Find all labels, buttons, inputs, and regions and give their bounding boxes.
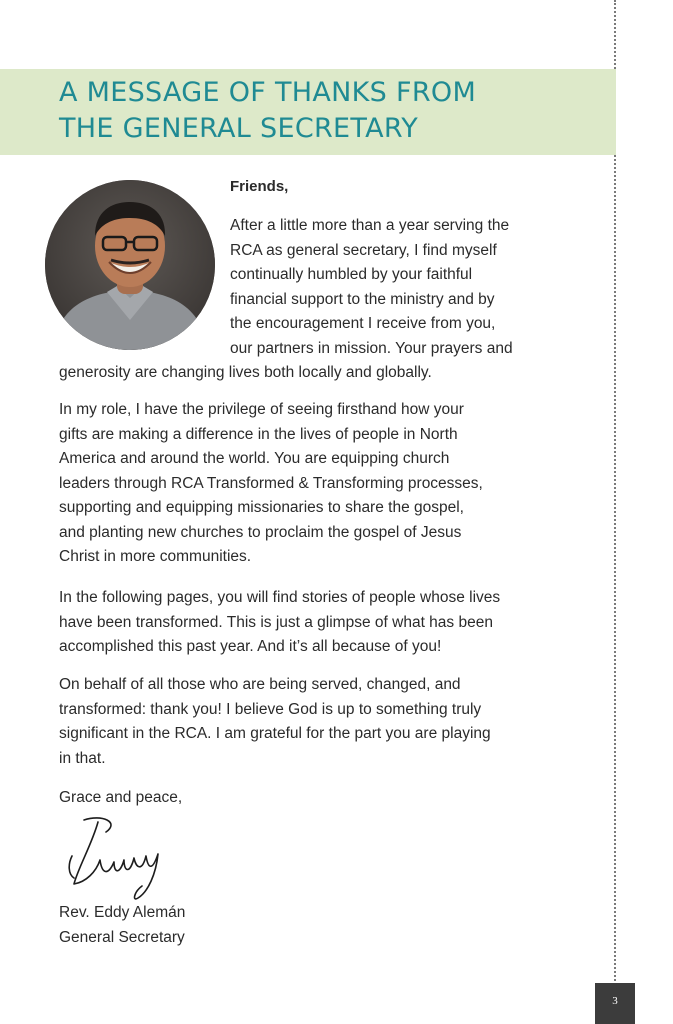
text-line: On behalf of all those who are being served, changed, and bbox=[59, 676, 461, 693]
text-line: RCA as general secretary, I find myself bbox=[230, 241, 497, 259]
text-line: America and around the world. You are equipping church bbox=[59, 450, 450, 467]
paragraph-2 bbox=[59, 398, 483, 570]
paragraph-3 bbox=[59, 586, 500, 660]
title-line-2: THE GENERAL SECRETARY bbox=[59, 113, 419, 144]
page-number: 3 bbox=[595, 983, 635, 1024]
text-line: and planting new churches to proclaim the gospel of Jesus bbox=[59, 523, 462, 541]
text-line: After a little more than a year serving the bbox=[230, 217, 510, 234]
text-line: In my role, I have the privilege of seeing firsthand how your bbox=[59, 401, 464, 418]
paragraph-1-continued bbox=[59, 361, 432, 386]
handwritten-signature bbox=[62, 812, 174, 904]
text-line: the encouragement I receive from you, bbox=[230, 315, 496, 332]
letter-salutation: Friends, bbox=[230, 178, 289, 195]
page-title bbox=[59, 75, 599, 147]
text-line: accomplished this past year. And it’s all because of you! bbox=[59, 638, 442, 655]
signer-block bbox=[59, 901, 185, 950]
text-line: supporting and equipping missionaries to share the gospel, bbox=[59, 499, 464, 516]
text-line: financial support to the ministry and by bbox=[230, 290, 495, 308]
text-line: in that. bbox=[59, 749, 106, 767]
text-line: have been transformed. This is just a glimpse of what has been bbox=[59, 613, 493, 631]
text-line: generosity are changing lives both locally and globally. bbox=[59, 364, 432, 381]
text-line: leaders through RCA Transformed & Transforming processes, bbox=[59, 474, 483, 492]
text-line: significant in the RCA. I am grateful for the part you are playing bbox=[59, 725, 491, 742]
letter-closing: Grace and peace, bbox=[59, 789, 183, 806]
paragraph-4 bbox=[59, 673, 491, 771]
text-line: gifts are making a difference in the lives of people in North bbox=[59, 425, 458, 443]
text-line: In the following pages, you will find stories of people whose lives bbox=[59, 589, 501, 606]
text-line: Christ in more communities. bbox=[59, 548, 252, 565]
paragraph-1-wrapped bbox=[230, 214, 513, 361]
text-line: continually humbled by your faithful bbox=[230, 266, 473, 283]
text-line: our partners in mission. Your prayers and bbox=[230, 339, 513, 357]
title-line-1: A MESSAGE OF THANKS FROM bbox=[59, 77, 477, 108]
signer-title: General Secretary bbox=[59, 928, 185, 946]
signer-name: Rev. Eddy Alemán bbox=[59, 904, 186, 921]
text-line: transformed: thank you! I believe God is up to something truly bbox=[59, 700, 482, 718]
portrait-illustration bbox=[45, 180, 215, 350]
author-portrait-photo bbox=[45, 180, 215, 350]
